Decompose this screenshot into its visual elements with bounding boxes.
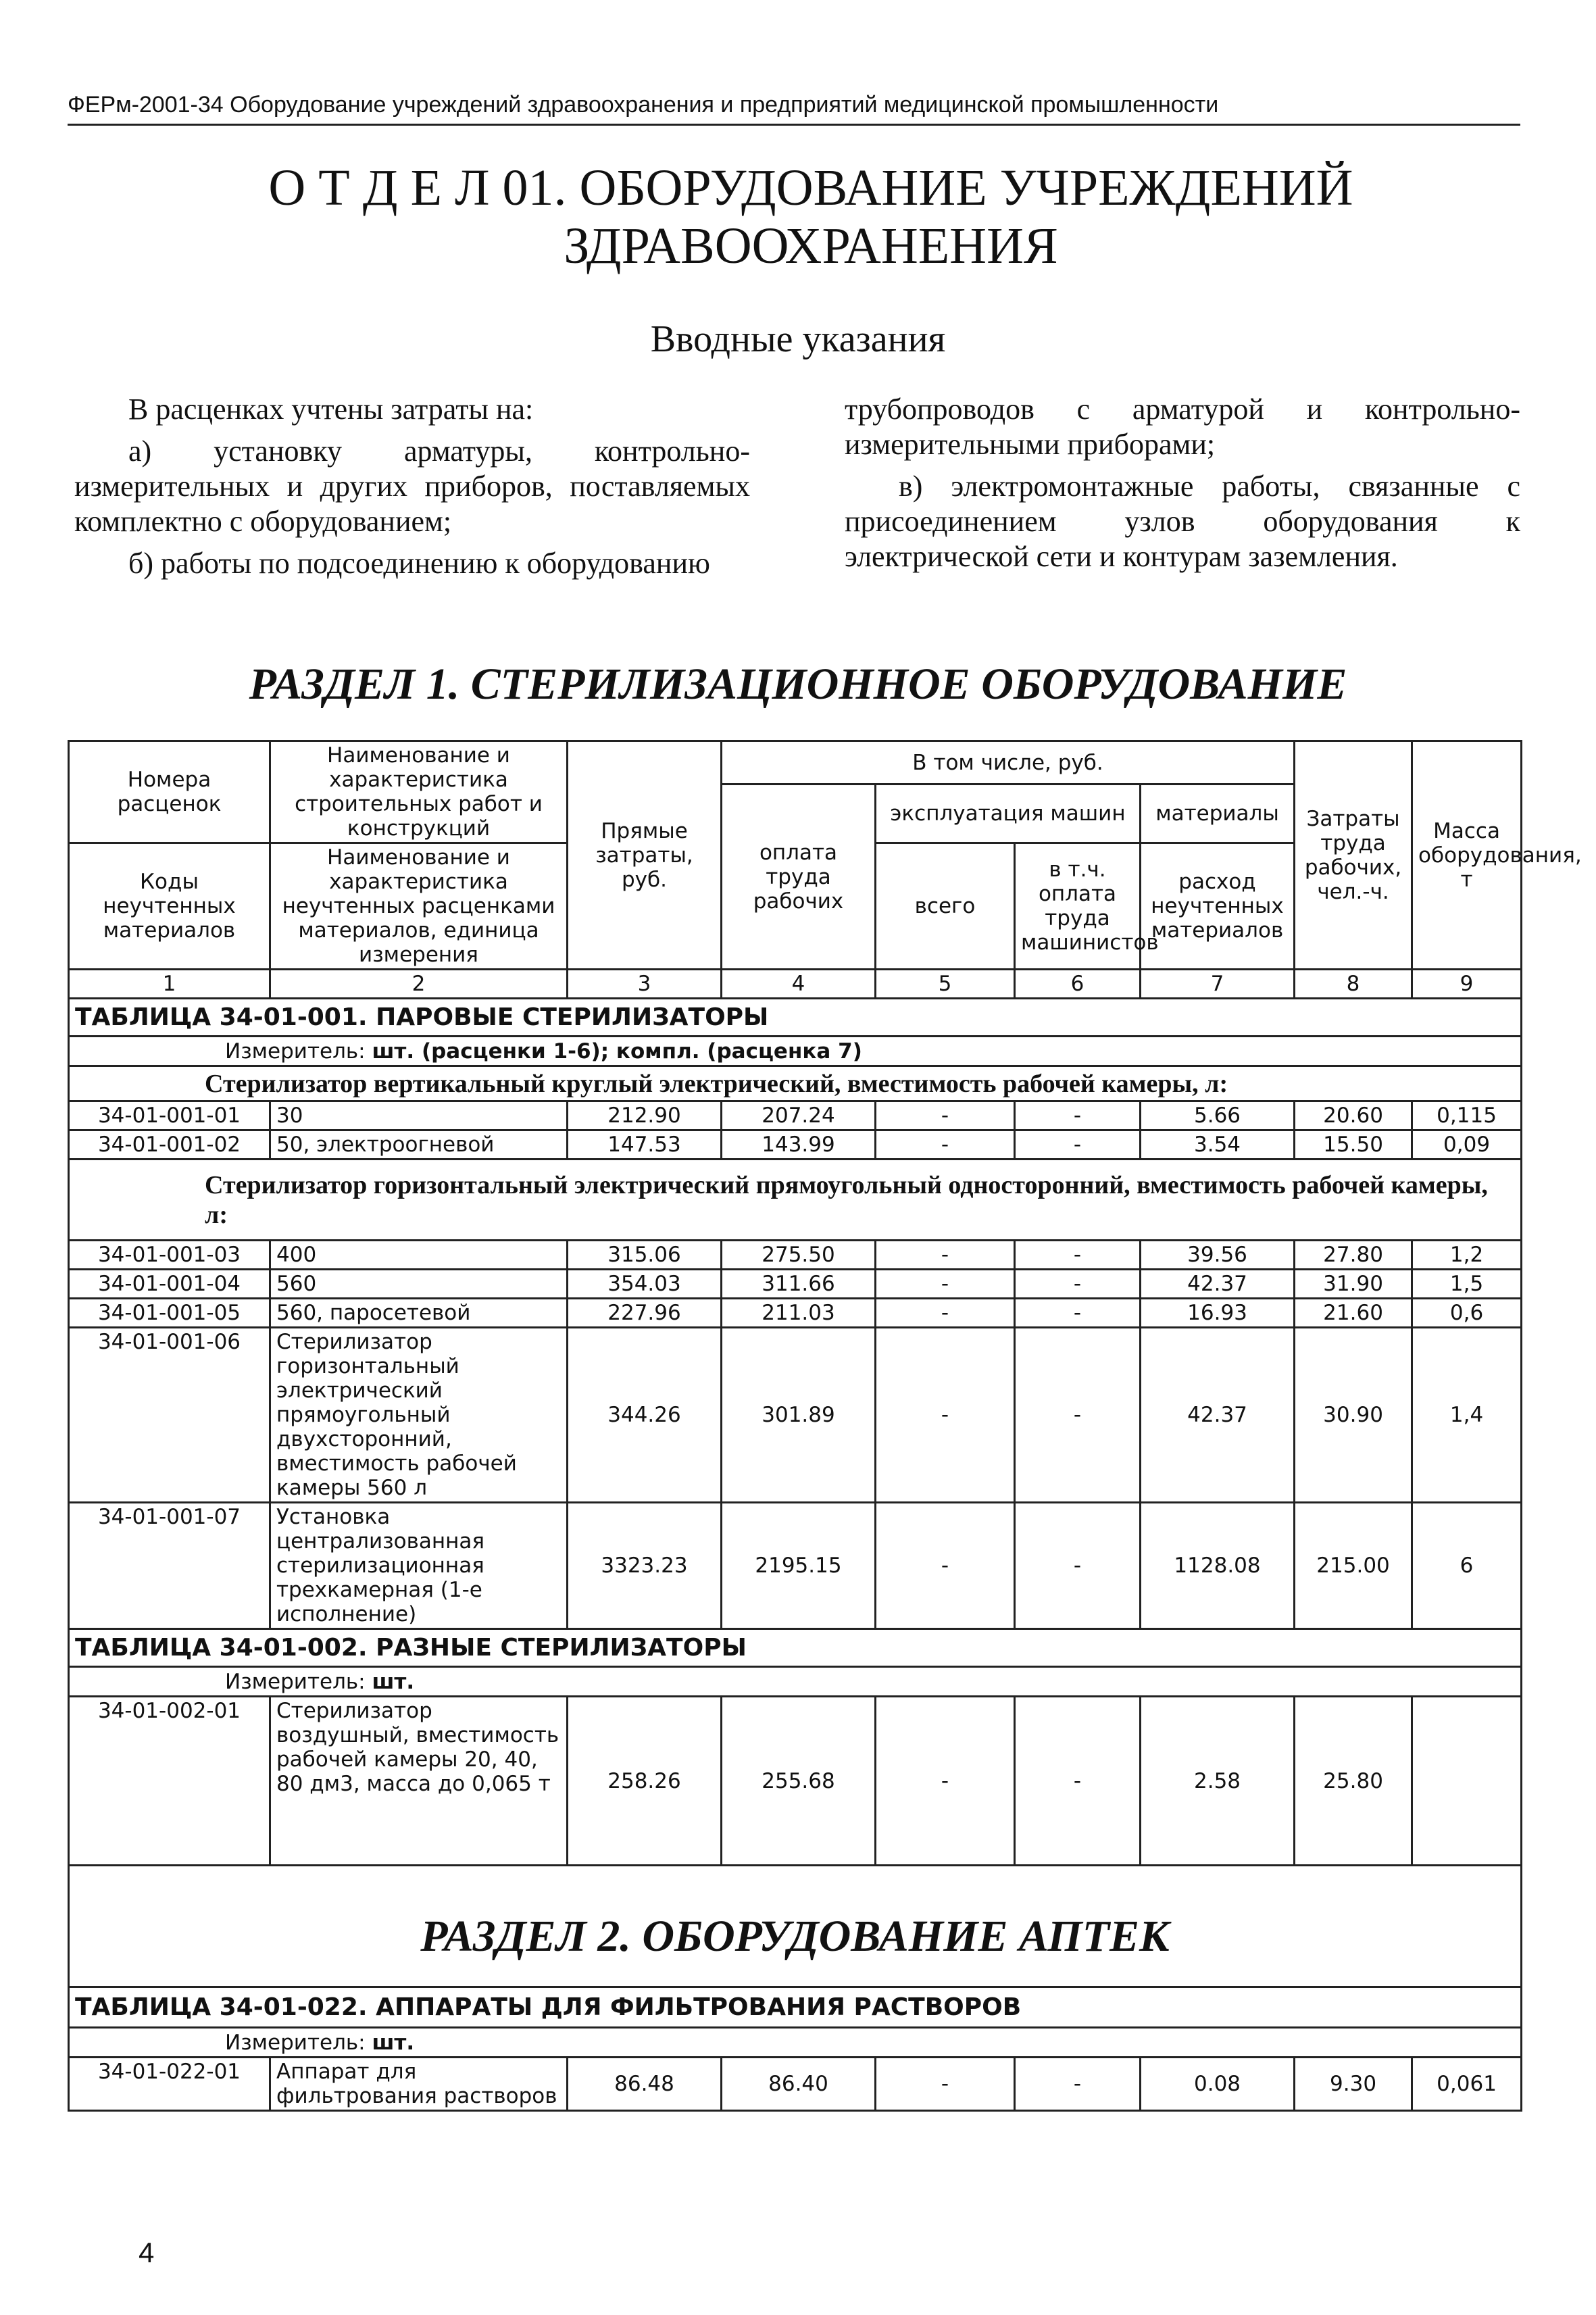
part1-title: РАЗДЕЛ 1. СТЕРИЛИЗАЦИОННОЕ ОБОРУДОВАНИЕ [249,659,1347,709]
column-number: 1 [69,970,270,999]
column-number: 2 [270,970,568,999]
measure-label: Измеритель: [225,1669,372,1694]
labor-costs: 27.80 [1295,1241,1412,1270]
table-row [69,1503,1522,1629]
equipment-mass [1412,1697,1522,1866]
header-including: В том числе, руб. [722,741,1295,785]
labor-costs: 20.60 [1295,1101,1412,1130]
direct-costs: 344.26 [568,1328,722,1503]
labor-costs: 15.50 [1295,1130,1412,1160]
rate-code: 34-01-001-04 [69,1270,270,1299]
materials: 42.37 [1141,1328,1295,1503]
equipment-mass: 1,4 [1412,1328,1522,1503]
labor-pay: 2195.15 [722,1503,876,1629]
group-title: Стерилизатор горизонтальный электрический прямоугольный односторонний, вместимость рабочей камеры, л: [69,1160,1522,1241]
rates-table [68,740,1582,2112]
intro-paragraph: В расценках учтены затраты на: [128,393,534,426]
direct-costs: 212.90 [568,1101,722,1130]
header-codes-bottom: Коды неучтенных материалов [69,843,270,970]
table-measure [69,1037,1522,1066]
labor-costs: 31.90 [1295,1270,1412,1299]
direct-costs: 354.03 [568,1270,722,1299]
direct-costs: 258.26 [568,1697,722,1866]
machines-operators-pay: - [1015,1328,1141,1503]
rate-name: 30 [270,1101,568,1130]
labor-costs: 21.60 [1295,1299,1412,1328]
intro-column-left [74,392,750,588]
machines-operators-pay: - [1015,1130,1141,1160]
materials: 0.08 [1141,2058,1295,2111]
direct-costs: 315.06 [568,1241,722,1270]
group-title-row [69,1066,1522,1101]
intro-paragraph: б) работы по подсоединению к оборудованию [128,547,710,580]
direct-costs: 227.96 [568,1299,722,1328]
column-number: 8 [1295,970,1412,999]
running-header: ФЕРм-2001-34 Оборудование учреждений здравоохранения и предприятий медицинской промышленности [68,92,1520,126]
labor-pay: 86.40 [722,2058,876,2111]
machines-total: - [876,1101,1015,1130]
machines-total: - [876,1241,1015,1270]
materials: 1128.08 [1141,1503,1295,1629]
labor-costs: 30.90 [1295,1328,1412,1503]
machines-total: - [876,1270,1015,1299]
header-machines-operators-pay: в т.ч. оплата труда машинистов [1015,843,1141,970]
header-direct-costs: Прямые затраты, руб. [568,741,722,970]
materials: 42.37 [1141,1270,1295,1299]
direct-costs: 86.48 [568,2058,722,2111]
equipment-mass: 0,061 [1412,2058,1522,2111]
header-equipment-mass: Масса оборудования, т [1412,741,1522,970]
machines-operators-pay: - [1015,1241,1141,1270]
rate-code: 34-01-001-05 [69,1299,270,1328]
header-materials: материалы [1141,785,1295,843]
column-number: 5 [876,970,1015,999]
table-row [69,1241,1522,1270]
materials: 3.54 [1141,1130,1295,1160]
table-title: ТАБЛИЦА 34-01-001. ПАРОВЫЕ СТЕРИЛИЗАТОРЫ [69,999,1522,1037]
labor-costs: 25.80 [1295,1697,1412,1866]
equipment-mass: 0,09 [1412,1130,1522,1160]
machines-total: - [876,1130,1015,1160]
equipment-mass: 6 [1412,1503,1522,1629]
measure-row [69,2028,1522,2058]
table-measure [69,2028,1522,2058]
table-title: ТАБЛИЦА 34-01-022. АППАРАТЫ ДЛЯ ФИЛЬТРОВАНИЯ РАСТВОРОВ [69,1987,1522,2028]
machines-total: - [876,1299,1015,1328]
table-title-row [69,999,1522,1037]
rate-name: 560, паросетевой [270,1299,568,1328]
materials: 39.56 [1141,1241,1295,1270]
measure-value: шт. (расценки 1-6); компл. (расценка 7) [372,1039,862,1064]
labor-pay: 211.03 [722,1299,876,1328]
section-title: О Т Д Е Л 01. ОБОРУДОВАНИЕ УЧРЕЖДЕНИЙ ЗДРАВООХРАНЕНИЯ [268,159,1353,274]
machines-operators-pay: - [1015,1299,1141,1328]
table-row [69,1101,1522,1130]
column-number: 3 [568,970,722,999]
intro-paragraph: в) электромонтажные работы, связанные с присоединением узлов оборудования к электрической сети и контурам заземления. [845,470,1520,573]
equipment-mass: 1,5 [1412,1270,1522,1299]
measure-label: Измеритель: [225,2030,372,2055]
table-row [69,1270,1522,1299]
rate-code: 34-01-022-01 [69,2058,270,2111]
header-machines-total: всего [876,843,1015,970]
measure-value: шт. [372,1669,415,1694]
rate-code: 34-01-001-03 [69,1241,270,1270]
table-title-row [69,1629,1522,1667]
table-measure [69,1667,1522,1697]
materials: 2.58 [1141,1697,1295,1866]
column-number: 4 [722,970,876,999]
header-labor-costs: Затраты труда рабочих, чел.-ч. [1295,741,1412,970]
measure-value: шт. [372,2030,415,2055]
machines-operators-pay: - [1015,1270,1141,1299]
intro-paragraph: трубопроводов с арматурой и контрольно-измерительными приборами; [845,393,1520,461]
labor-pay: 311.66 [722,1270,876,1299]
rate-code: 34-01-001-02 [69,1130,270,1160]
table-row [69,1299,1522,1328]
labor-pay: 255.68 [722,1697,876,1866]
header-labor-pay: оплата труда рабочих [722,785,876,970]
labor-costs: 9.30 [1295,2058,1412,2111]
machines-operators-pay: - [1015,1503,1141,1629]
labor-pay: 207.24 [722,1101,876,1130]
rate-name: Установка централизованная стерилизационная трехкамерная (1-е исполнение) [270,1503,568,1629]
group-title-row [69,1160,1522,1241]
measure-label: Измеритель: [225,1039,372,1064]
column-number: 6 [1015,970,1141,999]
rate-name: 50, электроогневой [270,1130,568,1160]
machines-total: - [876,1503,1015,1629]
machines-total: - [876,1697,1015,1866]
materials: 16.93 [1141,1299,1295,1328]
rate-code: 34-01-001-06 [69,1328,270,1503]
header-materials-unaccounted: расход неучтенных материалов [1141,843,1295,970]
table-row [69,2058,1522,2111]
labor-costs: 215.00 [1295,1503,1412,1629]
equipment-mass: 0,115 [1412,1101,1522,1130]
header-name-bottom: Наименование и характеристика неучтенных расценками материалов, единица измерения [270,843,568,970]
header-machines: эксплуатация машин [876,785,1141,843]
column-number: 9 [1412,970,1522,999]
materials: 5.66 [1141,1101,1295,1130]
intro-paragraph: а) установку арматуры, контрольно-измерительных и других приборов, поставляемых комплектно с оборудованием; [74,434,750,538]
equipment-mass: 1,2 [1412,1241,1522,1270]
equipment-mass: 0,6 [1412,1299,1522,1328]
page-number: 4 [139,2237,155,2268]
table-row [69,1328,1522,1503]
intro-heading: Вводные указания [650,318,946,360]
labor-pay: 275.50 [722,1241,876,1270]
table-title: ТАБЛИЦА 34-01-002. РАЗНЫЕ СТЕРИЛИЗАТОРЫ [69,1629,1522,1667]
measure-row [69,1667,1522,1697]
labor-pay: 301.89 [722,1328,876,1503]
direct-costs: 3323.23 [568,1503,722,1629]
rate-name: 400 [270,1241,568,1270]
machines-operators-pay: - [1015,1101,1141,1130]
rate-code: 34-01-002-01 [69,1697,270,1866]
table-title-row [69,1987,1522,2028]
column-number: 7 [1141,970,1295,999]
header-codes-top: Номера расценок [69,741,270,843]
measure-row [69,1037,1522,1066]
part2-title: РАЗДЕЛ 2. ОБОРУДОВАНИЕ АПТЕК [69,1866,1522,1987]
rate-code: 34-01-001-07 [69,1503,270,1629]
part2-title-row [69,1866,1522,1987]
rate-name: 560 [270,1270,568,1299]
rate-name: Аппарат для фильтрования растворов [270,2058,568,2111]
rate-name: Стерилизатор воздушный, вместимость рабочей камеры 20, 40, 80 дм3, масса до 0,065 т [270,1697,568,1866]
machines-total: - [876,1328,1015,1503]
rate-name: Стерилизатор горизонтальный электрический прямоугольный двухсторонний, вместимость рабочей камеры 560 л [270,1328,568,1503]
machines-operators-pay: - [1015,2058,1141,2111]
direct-costs: 147.53 [568,1130,722,1160]
labor-pay: 143.99 [722,1130,876,1160]
machines-total: - [876,2058,1015,2111]
table-row [69,1130,1522,1160]
rate-code: 34-01-001-01 [69,1101,270,1130]
group-title: Стерилизатор вертикальный круглый электрический, вместимость рабочей камеры, л: [69,1066,1522,1101]
table-row [69,1697,1522,1866]
machines-operators-pay: - [1015,1697,1141,1866]
intro-column-right [845,392,1520,581]
header-name-top: Наименование и характеристика строительных работ и конструкций [270,741,568,843]
